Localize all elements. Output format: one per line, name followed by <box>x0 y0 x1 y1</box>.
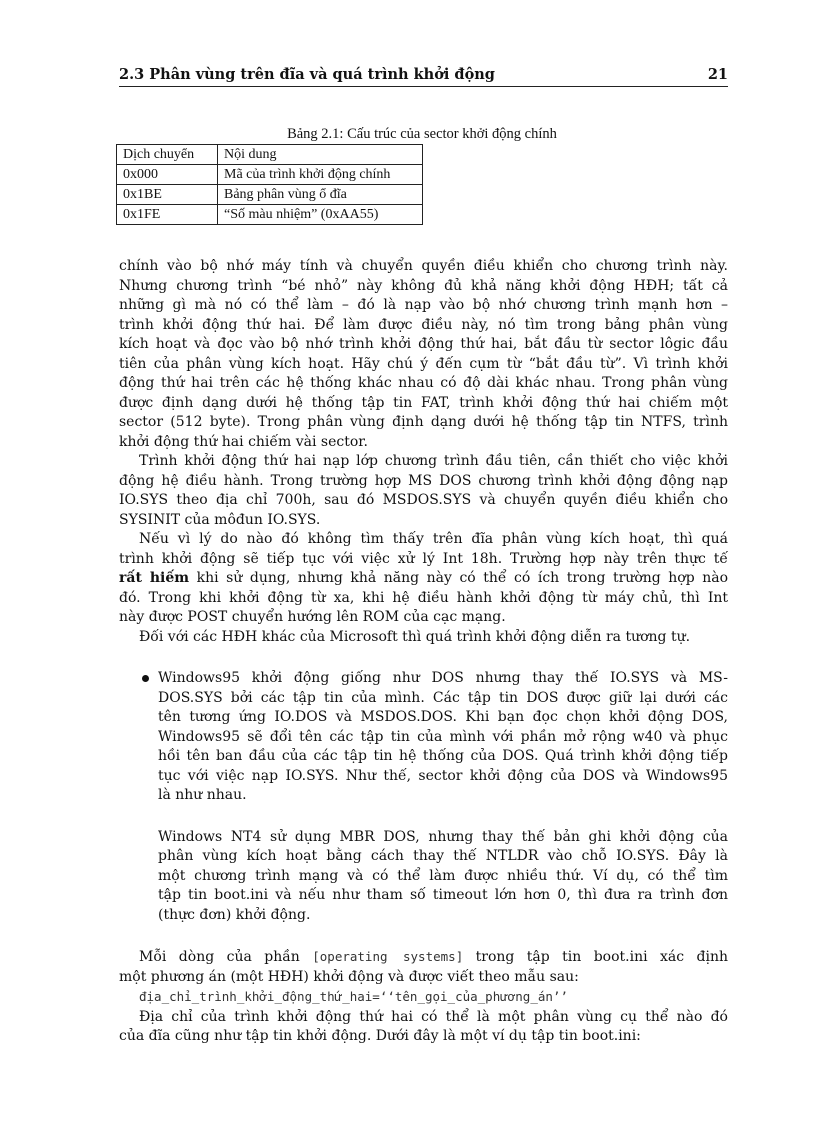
text-line: Trình khởi động thứ hai nạp lớp chương trình đầu tiên, cần thiết cho việc khởi <box>139 453 728 469</box>
text-line: là như nhau. <box>158 787 247 803</box>
table-row <box>117 185 423 205</box>
text-line: này được POST chuyển hướng lên ROM của cạc mạng. <box>119 609 506 625</box>
text-line: của đĩa cũng như tập tin khởi động. Dưới đây là một ví dụ tập tin boot.ini: <box>119 1028 641 1044</box>
text-line: phân vùng kích hoạt bằng cách thay thế NTLDR vào chỗ IO.SYS. Đây là <box>158 848 728 864</box>
text-line: sector (512 byte). Trong phân vùng định dạng dưới hệ thống tập tin NTFS, trình <box>119 414 728 430</box>
column-header: Nội dung <box>218 145 423 165</box>
text-line: được định dạng dưới hệ thống tập tin FAT, trình khởi động thứ hai chiếm một <box>119 394 728 411</box>
text-line: chính vào bộ nhớ máy tính và chuyển quyền điều khiển cho chương trình này. <box>119 258 728 274</box>
inline-code: [operating systems] <box>312 949 464 964</box>
column-header: Dịch chuyển <box>117 145 218 165</box>
text-line: Windows95 khởi động giống như DOS nhưng thay thế IO.SYS và MS- <box>158 670 728 686</box>
offset-cell: 0x000 <box>117 165 218 185</box>
text-line: SYSINIT của môđun IO.SYS. <box>119 511 321 528</box>
page-number: 21 <box>707 66 728 83</box>
text-line: Windows95 sẽ đổi tên các tập tin của mình với phần mở rộng w40 và phục <box>158 728 728 745</box>
table-row <box>117 165 423 185</box>
paragraph-5 <box>119 947 728 1008</box>
paragraph-6 <box>119 1008 728 1047</box>
text-line: tiên của phân vùng kích hoạt. Hãy chú ý đến cụm từ “bắt đầu từ”. Vì trình khởi <box>119 355 728 372</box>
body-text <box>119 257 728 1047</box>
text-line: tục với việc nạp IO.SYS. Như thế, sector khởi động của DOS và Windows95 <box>158 767 728 784</box>
text-span: trong tập tin boot.ini xác định <box>463 949 728 965</box>
text-line: Đối với các HĐH khác của Microsoft thì quá trình khởi động diễn ra tương tự. <box>139 628 691 645</box>
text-line: một chương trình mạng và có thể làm được nhiều thứ. Ví dụ, có thể tìm <box>158 867 728 884</box>
bullet-icon <box>142 675 149 682</box>
running-header <box>119 64 728 87</box>
text-line: những gì mà nó có thể làm – đó là nạp vào bộ nhớ chương trình mạnh hơn – <box>119 297 728 313</box>
text-line: trình khởi động sẽ tiếp tục với việc xử lý Int 18h. Trường hợp này trên thực tế <box>119 550 728 567</box>
text-line: khởi động thứ hai chiếm vài sector. <box>119 433 368 450</box>
bullet-item <box>119 669 728 925</box>
text-line: Nhưng chương trình “bé nhỏ” này không đủ khả năng khởi động HĐH; tất cả <box>119 277 728 294</box>
table-header-row <box>117 145 423 165</box>
text-span: Mỗi dòng của phần <box>139 949 313 965</box>
text-line: động thứ hai trên các hệ thống khác nhau có độ dài khác nhau. Trong phân vùng <box>119 375 728 391</box>
text-line <box>119 569 728 589</box>
text-line: (thực đơn) khởi động. <box>158 906 311 923</box>
bold-phrase: rất hiếm <box>119 570 190 586</box>
section-title: 2.3 Phân vùng trên đĩa và quá trình khởi động <box>119 66 495 83</box>
text-line: IO.SYS theo địa chỉ 700h, sau đó MSDOS.SYS và chuyển quyền điều khiển cho <box>119 492 728 508</box>
code-line <box>119 987 728 1008</box>
content-cell: Bảng phân vùng ổ đĩa <box>218 185 423 205</box>
paragraph-1 <box>119 257 728 452</box>
paragraph-3 <box>119 530 728 628</box>
text-span: khi sử dụng, nhưng khả năng này có thể có ích trong trường hợp nào <box>189 570 728 586</box>
text-line: Địa chỉ của trình khởi động thứ hai có thể là một phân vùng cụ thể nào đó <box>139 1008 728 1025</box>
text-line: trình khởi động thứ hai. Để làm được điều này, nó tìm trong bảng phân vùng <box>119 316 728 333</box>
text-line <box>119 947 728 968</box>
offset-cell: 0x1FE <box>117 205 218 225</box>
content-cell: “Số màu nhiệm” (0xAA55) <box>218 205 423 225</box>
text-line: tên tương ứng IO.DOS và MSDOS.DOS. Khi bạn đọc chọn khởi động DOS, <box>158 709 728 725</box>
text-line: Nếu vì lý do nào đó không tìm thấy trên đĩa phân vùng kích hoạt, thì quá <box>139 531 728 547</box>
text-line: DOS.SYS bởi các tập tin của mình. Các tập tin DOS được giữ lại dưới các <box>158 689 728 706</box>
offset-cell: 0x1BE <box>117 185 218 205</box>
code-sample: địa_chỉ_trình_khởi_động_thứ_hai=‘‘tên_gọi_của_phương_án’’ <box>139 989 568 1004</box>
text-line: Windows NT4 sử dụng MBR DOS, nhưng thay thế bản ghi khởi động của <box>158 828 728 845</box>
content-cell: Mã của trình khởi động chính <box>218 165 423 185</box>
text-line: kích hoạt và đọc vào bộ nhớ trình khởi động thứ hai, bắt đầu từ sector lôgic đầu <box>119 336 728 352</box>
table-caption: Bảng 2.1: Cấu trúc của sector khởi động chính <box>287 126 557 142</box>
text-line: hồi tên ban đầu của các tập tin hệ thống của DOS. Quá trình khởi động tiếp <box>158 748 728 764</box>
text-line: động hệ điều hành. Trong trường hợp MS DOS chương trình khởi động động nạp <box>119 472 728 489</box>
paragraph-2 <box>119 452 728 530</box>
paragraph-4 <box>119 628 728 648</box>
text-line: một phương án (một HĐH) khởi động và được viết theo mẫu sau: <box>119 968 579 985</box>
table-row <box>117 205 423 225</box>
boot-sector-table <box>116 144 423 225</box>
text-line: tập tin boot.ini và nếu như tham số timeout lớn hơn 0, thì đưa ra trình đơn <box>158 887 728 903</box>
text-line: đó. Trong khi khởi động từ xa, khi hệ điều hành khởi động từ máy chủ, thì Int <box>119 589 728 606</box>
